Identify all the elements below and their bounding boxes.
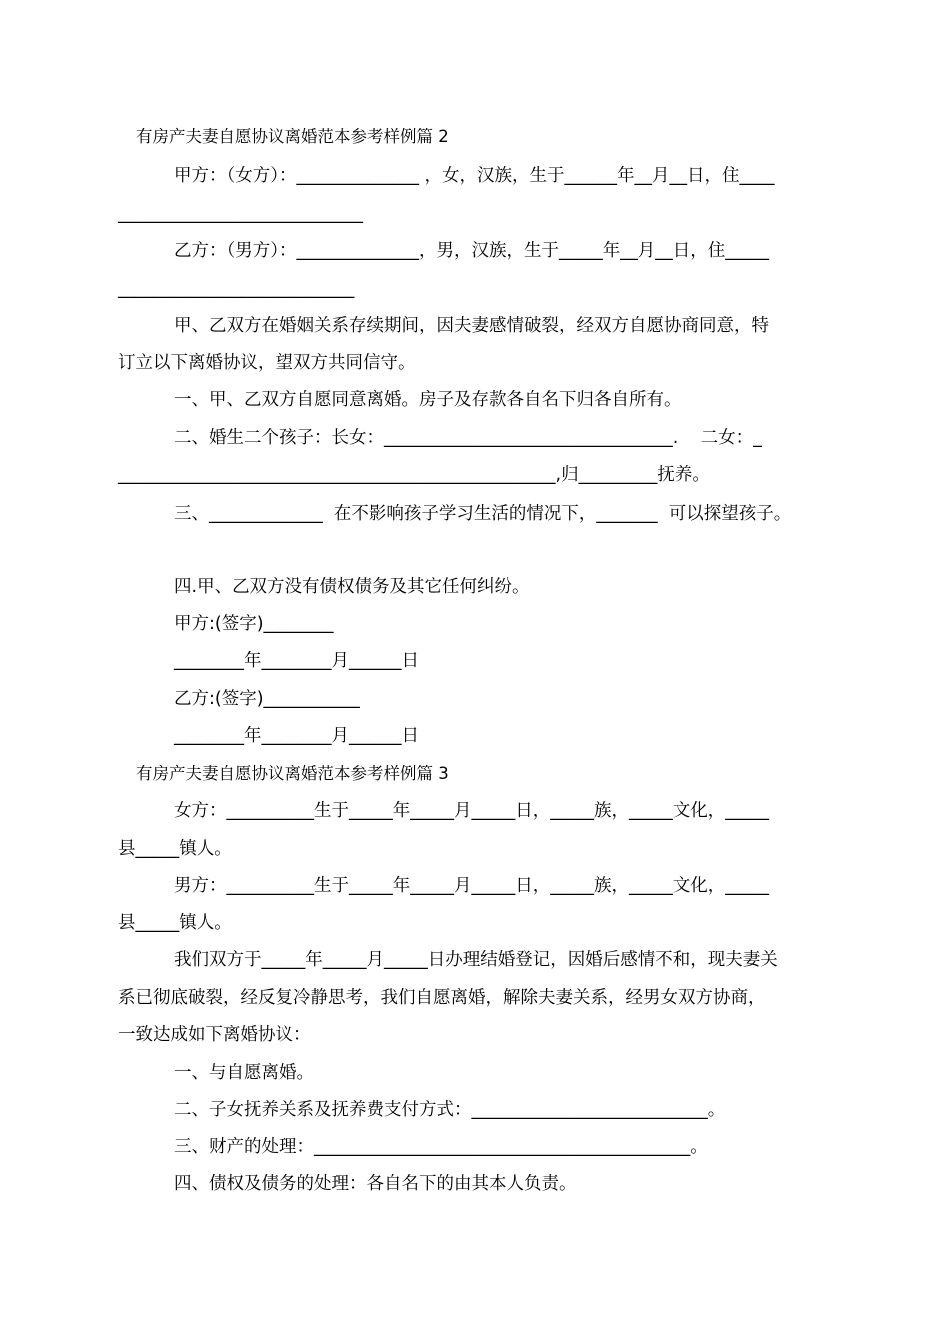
clause-2: 二、子女抚养关系及抚养费支付方式：___________________________。 [174, 1100, 726, 1120]
section-title: 有房产夫妻自愿协议离婚范本参考样例篇 2 [136, 127, 449, 146]
husband-info-cont: 县_____镇人。 [118, 913, 232, 933]
signature-party-a: 甲方:(签字)________ [174, 614, 334, 634]
intro-paragraph-cont: 系已彻底破裂，经反复冷静思考，我们自愿离婚，解除夫妻关系，经男女双方协商， [118, 988, 766, 1008]
clause-1: 一、甲、乙双方自愿同意离婚。房子及存款各自名下归各自所有。 [174, 390, 682, 410]
party-a-line-cont: ____________________________ [118, 204, 363, 224]
clause-1: 一、与自愿离婚。 [174, 1063, 314, 1083]
intro-paragraph: 甲、乙双方在婚姻关系存续期间，因夫妻感情破裂，经双方自愿协商同意，特 [174, 316, 769, 336]
intro-paragraph-cont: 一致达成如下离婚协议： [118, 1025, 311, 1045]
party-b-line: 乙方：（男方）：______________，男，汉族，生于_____年__月__日，住_____ [174, 241, 769, 261]
intro-paragraph-cont: 订立以下离婚协议，望双方共同信守。 [118, 353, 416, 373]
section-title: 有房产夫妻自愿协议离婚范本参考样例篇 3 [136, 764, 449, 783]
clause-4: 四.甲、乙双方没有债权债务及其它任何纠纷。 [174, 577, 530, 597]
signature-party-b: 乙方:(签字)___________ [174, 689, 360, 709]
intro-paragraph: 我们双方于_____年_____月_____日办理结婚登记，因婚后感情不和，现夫妻关 [174, 950, 778, 970]
party-a-line: 甲方：（女方）：______________ ，女，汉族，生于______年__月__日，住____ [174, 166, 775, 186]
clause-3: 三、_____________ 在不影响孩子学习生活的情况下，_______ 可以探望孩子。 [174, 504, 792, 524]
wife-info: 女方：__________生于_____年_____月_____日，_____族，_____文化，_____ [174, 801, 769, 821]
clause-4: 四、债权及债务的处理：各自名下的由其本人负责。 [174, 1174, 577, 1194]
clause-3: 三、财产的处理：___________________________________________。 [174, 1137, 708, 1157]
wife-info-cont: 县_____镇人。 [118, 839, 232, 859]
date-party-a: ________年________月______日 [174, 651, 419, 671]
clause-2: 二、婚生二个孩子：长女：_________________________________. 二女：_ [174, 428, 762, 448]
date-party-b: ________年________月______日 [174, 726, 419, 746]
clause-2-cont: __________________________________________________,归_________抚养。 [118, 465, 710, 485]
party-b-line-cont: ___________________________ [118, 279, 355, 299]
husband-info: 男方：__________生于_____年_____月_____日，_____族，_____文化，_____ [174, 876, 769, 896]
